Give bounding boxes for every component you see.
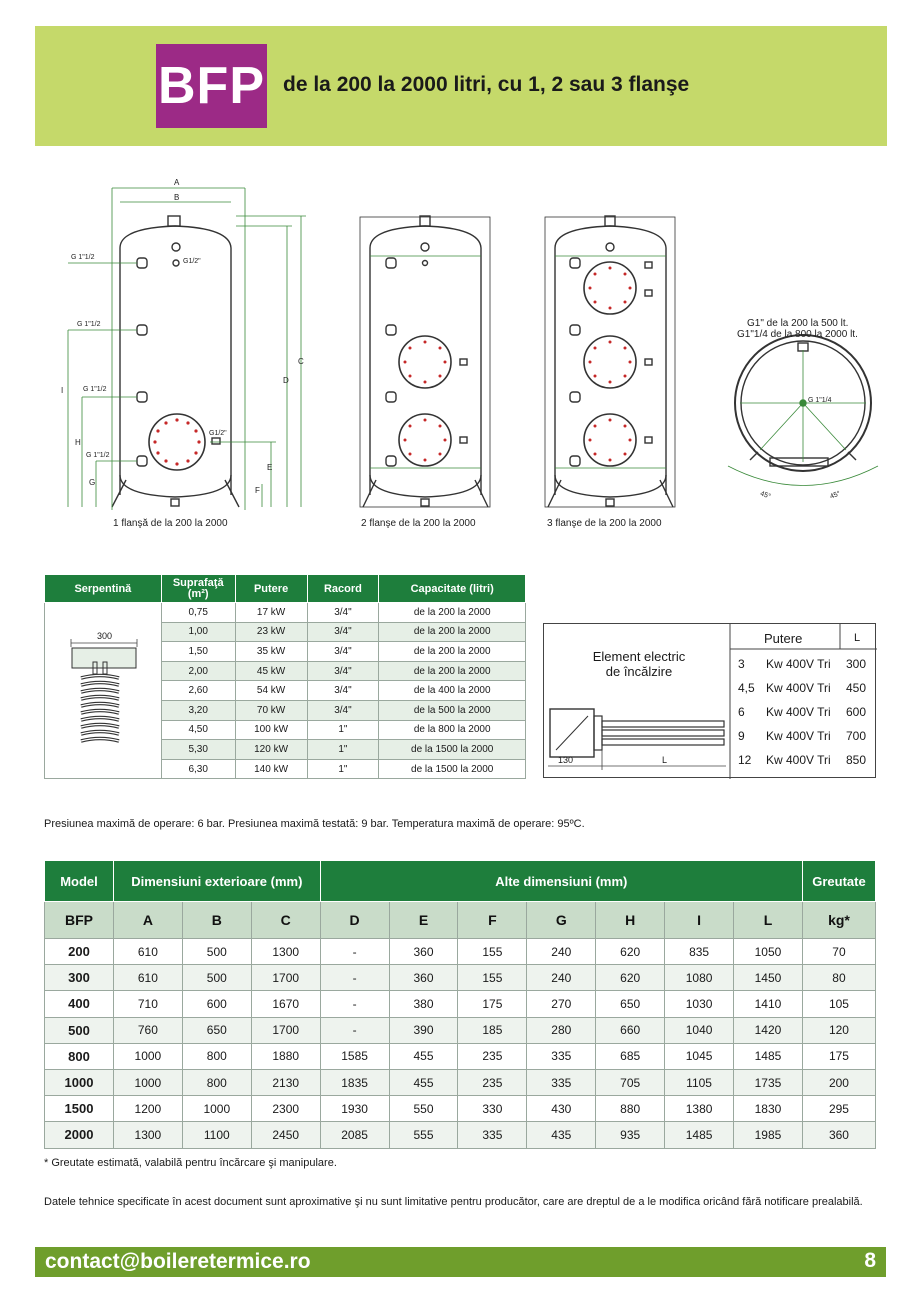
header-suprafata: Suprafaţă (m²): [161, 575, 235, 603]
cell: 1045: [665, 1043, 734, 1069]
cell-connection: 3/4": [307, 642, 379, 662]
cell: 1700: [251, 1017, 320, 1043]
cell: 295: [802, 1096, 875, 1122]
cell: 1735: [734, 1069, 803, 1095]
dim-l: L: [662, 755, 668, 765]
cell: 1410: [734, 991, 803, 1017]
cell: 620: [596, 939, 665, 965]
table-row: [45, 1122, 876, 1148]
cell: 1300: [113, 1122, 182, 1148]
table-row: [45, 603, 526, 623]
header-capacitate: Capacitate (litri): [379, 575, 526, 603]
table-row: [45, 1069, 876, 1095]
cell-capacity: de la 400 la 2000: [379, 681, 526, 701]
cell: 455: [389, 1043, 458, 1069]
cell: 1485: [665, 1122, 734, 1148]
flange-bolts-1: [153, 418, 200, 465]
cell: 620: [596, 965, 665, 991]
cell-connection: 1": [307, 720, 379, 740]
cell: 200: [802, 1069, 875, 1095]
connection-label-1: G 1"1/2: [71, 254, 95, 261]
cell: 240: [527, 965, 596, 991]
cell: 1200: [113, 1096, 182, 1122]
cell-power: 70 kW: [235, 700, 307, 720]
list-item: 9 Kw 400V Tri 700: [738, 729, 867, 743]
cell: 1880: [251, 1043, 320, 1069]
cell: 2130: [251, 1069, 320, 1095]
page-title: de la 200 la 2000 litri, cu 1, 2 sau 3 flanşe: [283, 73, 690, 96]
cell-surface: 6,30: [161, 759, 235, 779]
dim-label-d: D: [283, 376, 289, 385]
cell: 1000: [182, 1096, 251, 1122]
col-header: BFP: [45, 902, 114, 939]
cell: 1300: [251, 939, 320, 965]
cell: 1585: [320, 1043, 389, 1069]
header-l: L: [854, 632, 861, 644]
element-power-list: [730, 657, 877, 777]
header-weight: Greutate: [802, 861, 875, 902]
cell: 455: [389, 1069, 458, 1095]
connection-label-3: G 1"1/2: [83, 386, 107, 393]
cell: 555: [389, 1122, 458, 1148]
cell-power: 54 kW: [235, 681, 307, 701]
cell-connection: 3/4": [307, 700, 379, 720]
cell: 1000: [113, 1069, 182, 1095]
cell: 1700: [251, 965, 320, 991]
cell: 1100: [182, 1122, 251, 1148]
cell-capacity: de la 800 la 2000: [379, 720, 526, 740]
cell: 1000: [113, 1043, 182, 1069]
cell: 710: [113, 991, 182, 1017]
cell: 800: [182, 1069, 251, 1095]
col-header: A: [113, 902, 182, 939]
cell: -: [320, 965, 389, 991]
cell: 155: [458, 965, 527, 991]
cell: 155: [458, 939, 527, 965]
cell-capacity: de la 1500 la 2000: [379, 740, 526, 760]
cell: 650: [596, 991, 665, 1017]
col-header: L: [734, 902, 803, 939]
table-row: [45, 1017, 876, 1043]
cell: 835: [665, 939, 734, 965]
cell: 1450: [734, 965, 803, 991]
list-item: 12 Kw 400V Tri 850: [738, 753, 867, 767]
cell-model: 1000: [45, 1069, 114, 1095]
cell: 880: [596, 1096, 665, 1122]
table-row: [45, 991, 876, 1017]
cell: 1485: [734, 1043, 803, 1069]
col-header: F: [458, 902, 527, 939]
cell-connection: 3/4": [307, 622, 379, 642]
header-racord: Racord: [307, 575, 379, 603]
cell: 1040: [665, 1017, 734, 1043]
col-header: D: [320, 902, 389, 939]
cell: 1830: [734, 1096, 803, 1122]
cell-surface: 4,50: [161, 720, 235, 740]
coil-illustration: [45, 603, 162, 779]
cell: 330: [458, 1096, 527, 1122]
contact-email-link[interactable]: contact@boileretermice.ro: [45, 1250, 311, 1273]
cell: 335: [527, 1069, 596, 1095]
col-header: G: [527, 902, 596, 939]
cell-power: 17 kW: [235, 603, 307, 623]
col-header: C: [251, 902, 320, 939]
header-putere: Putere: [235, 575, 307, 603]
dim-label-c: C: [298, 357, 304, 366]
cell-surface: 0,75: [161, 603, 235, 623]
top-view-center-label: G 1"1/4: [808, 397, 832, 404]
cell: 185: [458, 1017, 527, 1043]
cell: 270: [527, 991, 596, 1017]
cell-capacity: de la 200 la 2000: [379, 603, 526, 623]
table-row: [45, 1096, 876, 1122]
coil-dim-label: 300: [97, 631, 113, 641]
cell: 500: [182, 965, 251, 991]
cell-capacity: de la 200 la 2000: [379, 661, 526, 681]
cell: 610: [113, 965, 182, 991]
pressure-note: Presiunea maximă de operare: 6 bar. Presiunea maximă testată: 9 bar. Temperatura maximă de operare: 95ºC.: [44, 818, 585, 830]
cell: 1030: [665, 991, 734, 1017]
cell-connection: 3/4": [307, 661, 379, 681]
header-model: Model: [45, 861, 114, 902]
cell-power: 35 kW: [235, 642, 307, 662]
cell-connection: 3/4": [307, 603, 379, 623]
angle-label-left: 45°: [759, 490, 772, 501]
flange-bolts-3: [589, 267, 632, 462]
list-item: 3 Kw 400V Tri 300: [738, 657, 867, 671]
cell-model: 300: [45, 965, 114, 991]
col-header: E: [389, 902, 458, 939]
dimensions-table: [44, 860, 876, 1149]
dim-label-h: H: [75, 438, 81, 447]
table-row: [45, 1043, 876, 1069]
caption-1-flange: 1 flanşă de la 200 la 2000: [113, 518, 228, 529]
cell-model: 2000: [45, 1122, 114, 1148]
connection-label-g12-top: G1/2": [183, 258, 201, 265]
cell: 435: [527, 1122, 596, 1148]
cell-model: 200: [45, 939, 114, 965]
cell: 175: [458, 991, 527, 1017]
cell: 1080: [665, 965, 734, 991]
cell: 1380: [665, 1096, 734, 1122]
cell: 1050: [734, 939, 803, 965]
group-header-row: [45, 861, 876, 902]
cell: 280: [527, 1017, 596, 1043]
cell-surface: 1,50: [161, 642, 235, 662]
electric-element-box: [543, 623, 876, 778]
dim-label-b: B: [174, 193, 180, 202]
cell: 240: [527, 939, 596, 965]
cell: 360: [389, 965, 458, 991]
table-row: [45, 965, 876, 991]
cell: 1930: [320, 1096, 389, 1122]
tank-drawing-1-flange: [112, 216, 239, 507]
cell-connection: 1": [307, 759, 379, 779]
cell: 660: [596, 1017, 665, 1043]
cell: 760: [113, 1017, 182, 1043]
element-title: Element electric de încălzire: [592, 649, 686, 679]
table-row: [45, 939, 876, 965]
cell-capacity: de la 200 la 2000: [379, 642, 526, 662]
cell-surface: 1,00: [161, 622, 235, 642]
header-serpentina: Serpentină: [45, 575, 162, 603]
cell: 500: [182, 939, 251, 965]
cell: -: [320, 991, 389, 1017]
cell: 380: [389, 991, 458, 1017]
top-view-note-1: G1" de la 200 la 500 lt.: [747, 318, 849, 329]
column-header-row: [45, 902, 876, 939]
cell-surface: 3,20: [161, 700, 235, 720]
cell-surface: 2,60: [161, 681, 235, 701]
table-header-row: [45, 575, 526, 603]
header-putere: Putere: [764, 631, 803, 646]
cell: 1835: [320, 1069, 389, 1095]
cell: 935: [596, 1122, 665, 1148]
cell: -: [320, 1017, 389, 1043]
cell-surface: 2,00: [161, 661, 235, 681]
disclaimer: Datele tehnice specificate în acest document sunt aproximative şi nu sunt limitative pentru producător, care are dreptul de a le modifica oricând fără notificare prealabilă.: [44, 1196, 863, 1208]
dim-label-g: G: [89, 478, 96, 487]
header-other-dimensions: Alte dimensiuni (mm): [320, 861, 802, 902]
cell: 2300: [251, 1096, 320, 1122]
bfp-logo: BFP: [156, 44, 267, 128]
cell-surface: 5,30: [161, 740, 235, 760]
cell: 175: [802, 1043, 875, 1069]
angle-label-right: 45°: [829, 490, 842, 501]
cell-power: 100 kW: [235, 720, 307, 740]
cell: 390: [389, 1017, 458, 1043]
cell: 235: [458, 1069, 527, 1095]
connection-label-g12-flange: G1/2": [209, 430, 227, 437]
cell-power: 23 kW: [235, 622, 307, 642]
footer-bar: [35, 1247, 886, 1277]
cell: 360: [389, 939, 458, 965]
cell: 550: [389, 1096, 458, 1122]
col-header: kg*: [802, 902, 875, 939]
cell: 105: [802, 991, 875, 1017]
cell: 610: [113, 939, 182, 965]
list-item: 6 Kw 400V Tri 600: [738, 705, 867, 719]
cell: 800: [182, 1043, 251, 1069]
cell: 685: [596, 1043, 665, 1069]
cell-model: 500: [45, 1017, 114, 1043]
cell: 335: [458, 1122, 527, 1148]
cell-capacity: de la 1500 la 2000: [379, 759, 526, 779]
cell: 80: [802, 965, 875, 991]
cell-power: 45 kW: [235, 661, 307, 681]
list-item: 4,5 Kw 400V Tri 450: [738, 681, 867, 695]
cell-connection: 1": [307, 740, 379, 760]
cell: 1105: [665, 1069, 734, 1095]
cell: 235: [458, 1043, 527, 1069]
tank-drawing-2-flanges: [360, 216, 490, 507]
cell: 1420: [734, 1017, 803, 1043]
header-exterior-dimensions: Dimensiuni exterioare (mm): [113, 861, 320, 902]
page-number: 8: [864, 1249, 876, 1272]
technical-drawings: [0, 0, 920, 560]
connection-label-4: G 1"1/2: [86, 452, 110, 459]
dim-label-e: E: [267, 463, 273, 472]
cell: 360: [802, 1122, 875, 1148]
caption-2-flanges: 2 flanşe de la 200 la 2000: [361, 518, 476, 529]
col-header: B: [182, 902, 251, 939]
dim-label-i: I: [61, 386, 64, 395]
cell: -: [320, 939, 389, 965]
col-header: H: [596, 902, 665, 939]
dim-label-a: A: [174, 178, 180, 187]
cell: 600: [182, 991, 251, 1017]
cell: 2450: [251, 1122, 320, 1148]
cell: 70: [802, 939, 875, 965]
cell-model: 800: [45, 1043, 114, 1069]
cell-model: 400: [45, 991, 114, 1017]
cell-power: 120 kW: [235, 740, 307, 760]
connection-label-2: G 1"1/2: [77, 321, 101, 328]
cell: 2085: [320, 1122, 389, 1148]
cell-capacity: de la 200 la 2000: [379, 622, 526, 642]
dim-130: 130: [558, 755, 574, 765]
cell: 120: [802, 1017, 875, 1043]
cell: 650: [182, 1017, 251, 1043]
cell: 705: [596, 1069, 665, 1095]
dim-label-f: F: [255, 486, 260, 495]
serpentina-table: [44, 574, 526, 779]
cell: 430: [527, 1096, 596, 1122]
flange-bolts-2: [404, 341, 447, 462]
weight-note: * Greutate estimată, valabilă pentru încărcare şi manipulare.: [44, 1157, 337, 1169]
cell: 335: [527, 1043, 596, 1069]
cell-power: 140 kW: [235, 759, 307, 779]
tank-drawing-3-flanges: [545, 216, 675, 507]
col-header: I: [665, 902, 734, 939]
cell-model: 1500: [45, 1096, 114, 1122]
top-view-note-2: G1"1/4 de la 800 la 2000 lt.: [737, 329, 858, 340]
caption-3-flanges: 3 flanşe de la 200 la 2000: [547, 518, 662, 529]
cell-capacity: de la 500 la 2000: [379, 700, 526, 720]
cell: 1670: [251, 991, 320, 1017]
cell-connection: 3/4": [307, 681, 379, 701]
cell: 1985: [734, 1122, 803, 1148]
